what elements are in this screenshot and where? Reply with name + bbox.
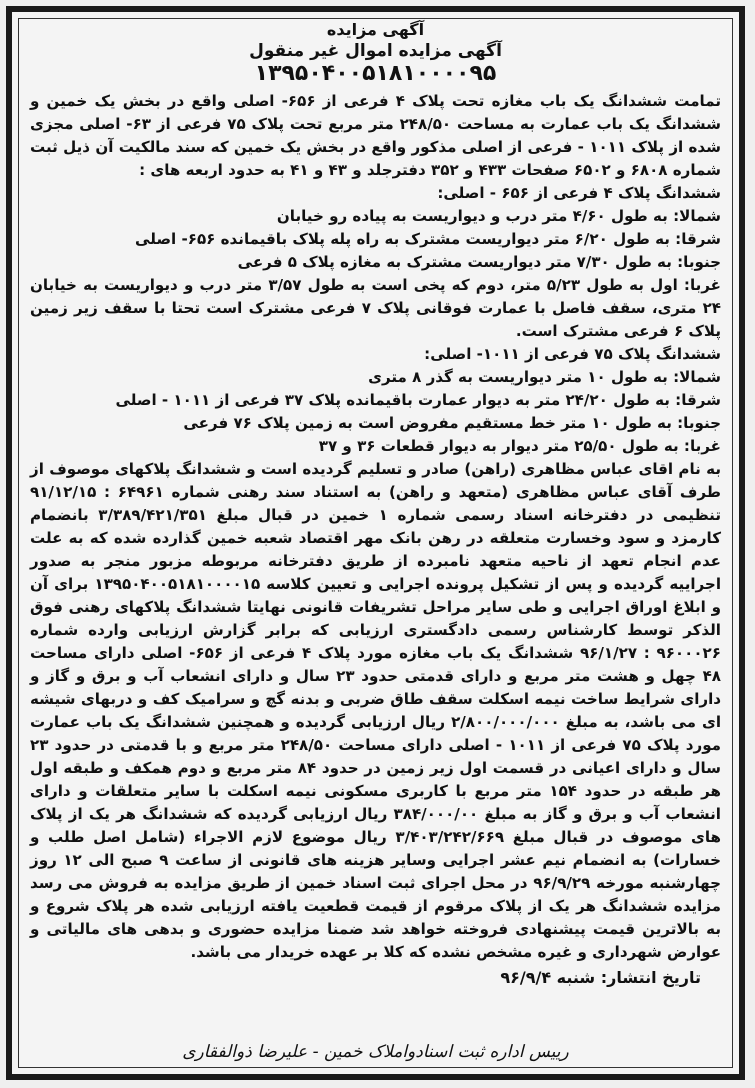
plot2-heading: ششدانگ پلاک ۷۵ فرعی از ۱۰۱۱- اصلی:	[424, 345, 721, 363]
plot2-north: شمالا: به طول ۱۰ متر دیواریست به گذر ۸ متری	[368, 368, 721, 386]
publication-date: تاریخ انتشار: شنبه ۹۶/۹/۴	[500, 968, 701, 987]
notice-frame	[6, 6, 745, 1080]
plot1-north: شمالا: به طول ۴/۶۰ متر درب و دیواریست به پیاده رو خیابان	[276, 207, 721, 225]
plot1-heading: ششدانگ پلاک ۴ فرعی از ۶۵۶ - اصلی:	[437, 184, 721, 202]
notice-content	[30, 16, 721, 1068]
plot1-east: شرقا: به طول ۶/۲۰ متر دیواریست مشترک به راه پله پلاک باقیمانده ۶۵۶- اصلی	[135, 230, 721, 248]
plot2-west: غربا: به طول ۲۵/۵۰ متر دیوار به دیوار قطعات ۳۶ و ۳۷	[318, 437, 721, 455]
plot2-south: جنوبا: به طول ۱۰ متر خط مستقیم مفروض است به زمین پلاک ۷۶ فرعی	[183, 414, 721, 432]
notice-number: ۱۳۹۵۰۴۰۰۵۱۸۱۰۰۰۰۹۵	[254, 61, 497, 86]
signature-line: رییس اداره ثبت اسنادواملاک خمین - علیرضا ذوالفقاری	[182, 1042, 569, 1062]
intro-paragraph: تمامت ششدانگ یک باب مغازه تحت پلاک ۴ فرعی از ۶۵۶- اصلی واقع در بخش یک خمین و ششدانگ یک باب عمارت به مساحت ۲۴۸/۵۰ متر مربع تحت پلاک ۷۵ فرعی از ۶۳- اصلی مجزی شده از پلاک ۱۰۱۱ - فرعی از اصلی مذکور واقع در بخش یک خمین که سند مالکیت آن ذیل ثبت شماره ۶۸۰۸ و ۶۵۰۲ صفحات ۴۳۳ و ۳۵۲ دفترجلد و ۴۳ و ۴۱ به حدود اربعه های :	[30, 92, 721, 179]
plot2-east: شرقا: به طول ۲۴/۲۰ متر به دیوار عمارت باقیمانده پلاک ۳۷ فرعی از ۱۰۱۱ - اصلی	[115, 391, 721, 409]
plot1-south: جنوبا: به طول ۷/۳۰ متر دیواریست مشترک به مغازه پلاک ۵ فرعی	[237, 253, 721, 271]
notice-title: آگهی مزایده	[326, 20, 425, 39]
main-paragraph: به نام اقای عباس مظاهری (راهن) صادر و تسلیم گردیده است و ششدانگ پلاکهای موصوف از طرف آقای عباس مظاهری (متعهد و راهن) به استناد سند رهنی شماره ۶۴۹۶۱ : ۹۱/۱۲/۱۵ تنظیمی در دفترخانه اسناد رسمی شماره ۱ خمین در قبال مبلغ ۳/۳۸۹/۴۲۱/۳۵۱ بانضمام کارمزد و سود وخسارت متعلقه در رهن بانک مهر اقتصاد شعبه خمین گذارده شده که به علت عدم انجام تعهد از ناحیه متعهد نامبرده از طریق دفترخانه مربوطه مزبور منجر به صدور اجراییه گردیده و پس از تشکیل پرونده اجرایی و تعیین کلاسه ۱۳۹۵۰۴۰۰۵۱۸۱۰۰۰۰۱۵ برای آن و ابلاغ اوراق اجرایی و طی سایر مراحل تشریفات قانونی نهایتا ششدانگ پلاکهای رهنی فوق الذکر توسط کارشناس رسمی دادگستری ارزیابی که برابر گزارش ارزیابی وارده شماره ۹۶۰۰۰۲۶ : ۹۶/۱/۲۷ ششدانگ یک باب مغازه مورد پلاک ۴ فرعی از ۶۵۶- اصلی دارای مساحت ۴۸ چهل و هشت متر مربع و دارای قدمتی حدود ۲۳ سال و دارای انشعاب آب و برق و گاز و دارای شرایط ساخت نیمه اسکلت سقف طاق ضربی و بدنه گچ و سرامیک کف و دربهای شیشه ای می باشد، به مبلغ ۲/۸۰۰/۰۰۰/۰۰۰ ریال ارزیابی گردیده و همچنین ششدانگ یک باب عمارت مورد پلاک ۷۵ فرعی از ۱۰۱۱ - اصلی دارای مساحت ۲۴۸/۵۰ متر مربع و با قدمتی در حدود ۲۳ سال و دارای اعیانی در قسمت اول زیر زمین در حدود ۸۴ متر مربع و دوم همکف و طبقه اول هر طبقه در حدود ۱۵۴ متر مربع با کاربری مسکونی نیمه اسکلت با سایر متعلقات و دارای انشعاب آب و برق و گاز به مبلغ ۳۸۴/۰۰۰/۰۰ ریال ارزیابی گردیده که ششدانگ هر یک از پلاک های موصوف در قبال مبلغ ۳/۴۰۳/۲۴۲/۶۶۹ ریال موضوع لازم الاجراء (شامل اصل طلب و خسارات) به انضمام نیم عشر اجرایی وسایر هزینه های قانونی از ساعت ۹ صبح الی ۱۲ روز چهارشنبه مورخه ۹۶/۹/۲۹ در محل اجرای ثبت اسناد خمین از طریق مزایده به فروش می رسد مزایده ششدانگ هر یک از پلاک مرقوم از قیمت قطعیت یافته ارزیابی شده هر پلاک شروع و به بالاترین قیمت پیشنهادی فروخته خواهد شد ضمنا مزایده حضوری و بدهی های مالیاتی و عوارض شهرداری و غیره مشخص نشده که کلا بر عهده خریدار می باشد.	[30, 460, 722, 961]
notice-subtitle: آگهی مزایده اموال غیر منقول	[249, 41, 502, 61]
plot1-west: غربا: اول به طول ۵/۲۳ متر، دوم که پخی است به طول ۳/۵۷ متر درب و دیواریست به خیابان ۲۴ متری، سقف فاصل با عمارت فوقانی پلاک ۷ فرعی مشترک است تحتا با سقف زیر زمین پلاک ۶ فرعی مشترک است.	[30, 276, 722, 340]
